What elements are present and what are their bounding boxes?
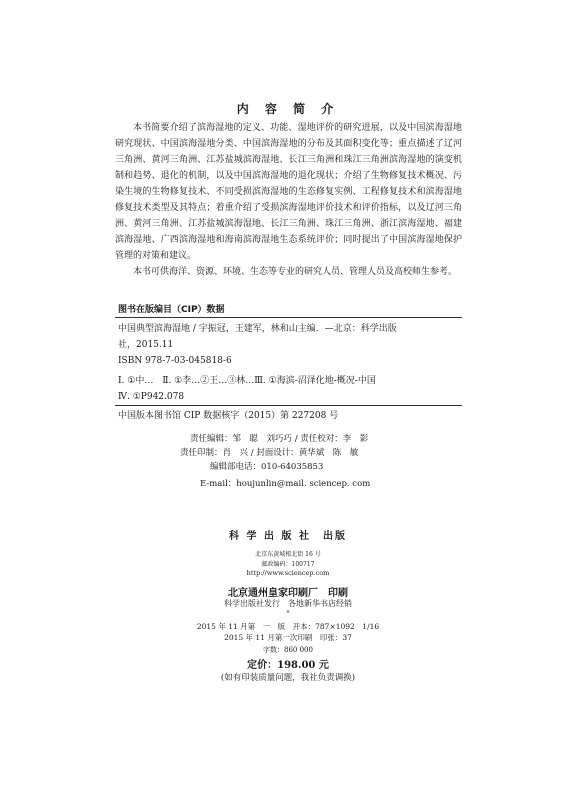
cip-line-4: Ⅰ. ①中… Ⅱ. ①李…②王…③林…Ⅲ. ①海滨-沼泽化地-概况-中国 — [118, 376, 376, 386]
publisher-name: 科 学 出 版 社 出版 — [229, 531, 347, 542]
divider — [115, 405, 462, 406]
phone-line: 编辑部电话：010-64035853 — [210, 462, 324, 472]
price: 定价：198.00 元 — [247, 660, 329, 671]
impression-line: 2015 年 11 月第一次印刷 印张：37 — [224, 633, 352, 642]
summary-title: 内 容 简 介 — [236, 102, 340, 116]
publisher-url: http://www.sciencep.com — [246, 569, 330, 577]
divider — [115, 317, 462, 318]
email-line: E-mail：houjunlin@mail. sciencep. com — [200, 479, 371, 489]
publisher-postcode: 邮政编码：100717 — [261, 561, 315, 568]
cip-number: 中国版本图书馆 CIP 数据核字（2015）第 227208 号 — [118, 411, 339, 421]
separator-star: * — [286, 610, 290, 617]
summary-text — [115, 120, 462, 280]
printer-name: 北京通州皇家印刷厂 印刷 — [228, 588, 348, 599]
quality-notice: (如有印装质量问题，我社负责调换) — [220, 673, 356, 683]
cip-line-2: 社，2015.11 — [118, 340, 174, 350]
edition-line: 2015 年 11 月第 一 版 开本：787×1092 1/16 — [196, 622, 380, 631]
summary-paragraph-1: 本书简要介绍了滨海湿地的定义、功能、湿地评价的研究进展，以及中国滨海湿地研究现状、中国滨海湿地分类、中国滨海湿地的分布及其面积变化等；重点描述了辽河三角洲、黄河三角洲、江苏盐城滨海湿地、长江三角洲和珠江三角洲滨海湿地的演变机制和趋势、退化的机制，以及中国滨海湿地的退化现状；介绍了生物修复技术概况、污染生境的生物修复技术、不同受损滨海湿地的生态修复实例、工程修复技术和滨海湿地修复技术类型及其特点；着重介绍了受损滨海湿地评价技术和评价指标，以及辽河三角洲、黄河三角洲、江苏盐城滨海湿地、长江三角洲、珠江三角洲、浙江滨海湿地、福建滨海湿地、广西滨海湿地和海南滨海湿地生态系统评价；同时提出了中国滨海湿地保护管理的对策和建议。 — [115, 123, 462, 261]
summary-paragraph-2: 本书可供海洋、资源、环境、生态等专业的研究人员、管理人员及高校师生参考。 — [133, 267, 458, 277]
cip-data-block — [118, 321, 458, 369]
cip-classification-block — [118, 373, 458, 405]
printing-line: 责任印制：肖 兴 / 封面设计：黄华斌 陈 敏 — [180, 448, 359, 458]
cip-isbn: ISBN 978-7-03-045818-6 — [118, 356, 232, 366]
word-count: 字数：860 000 — [263, 646, 313, 654]
cip-line-1: 中国典型滨海湿地 / 宇振冠，王建军，林和山主编．—北京：科学出版 — [118, 324, 397, 334]
editor-line: 责任编辑：邹 聪 刘巧巧 / 责任校对：李 影 — [190, 434, 369, 444]
distribution-line: 科学出版社发行 各地新华书店经销 — [224, 599, 352, 608]
cip-heading: 图书在版编目（CIP）数据 — [118, 305, 225, 315]
publisher-address: 北京东黄城根北街 16 号 — [255, 551, 321, 558]
cip-line-5: Ⅳ. ①P942.078 — [118, 392, 185, 402]
